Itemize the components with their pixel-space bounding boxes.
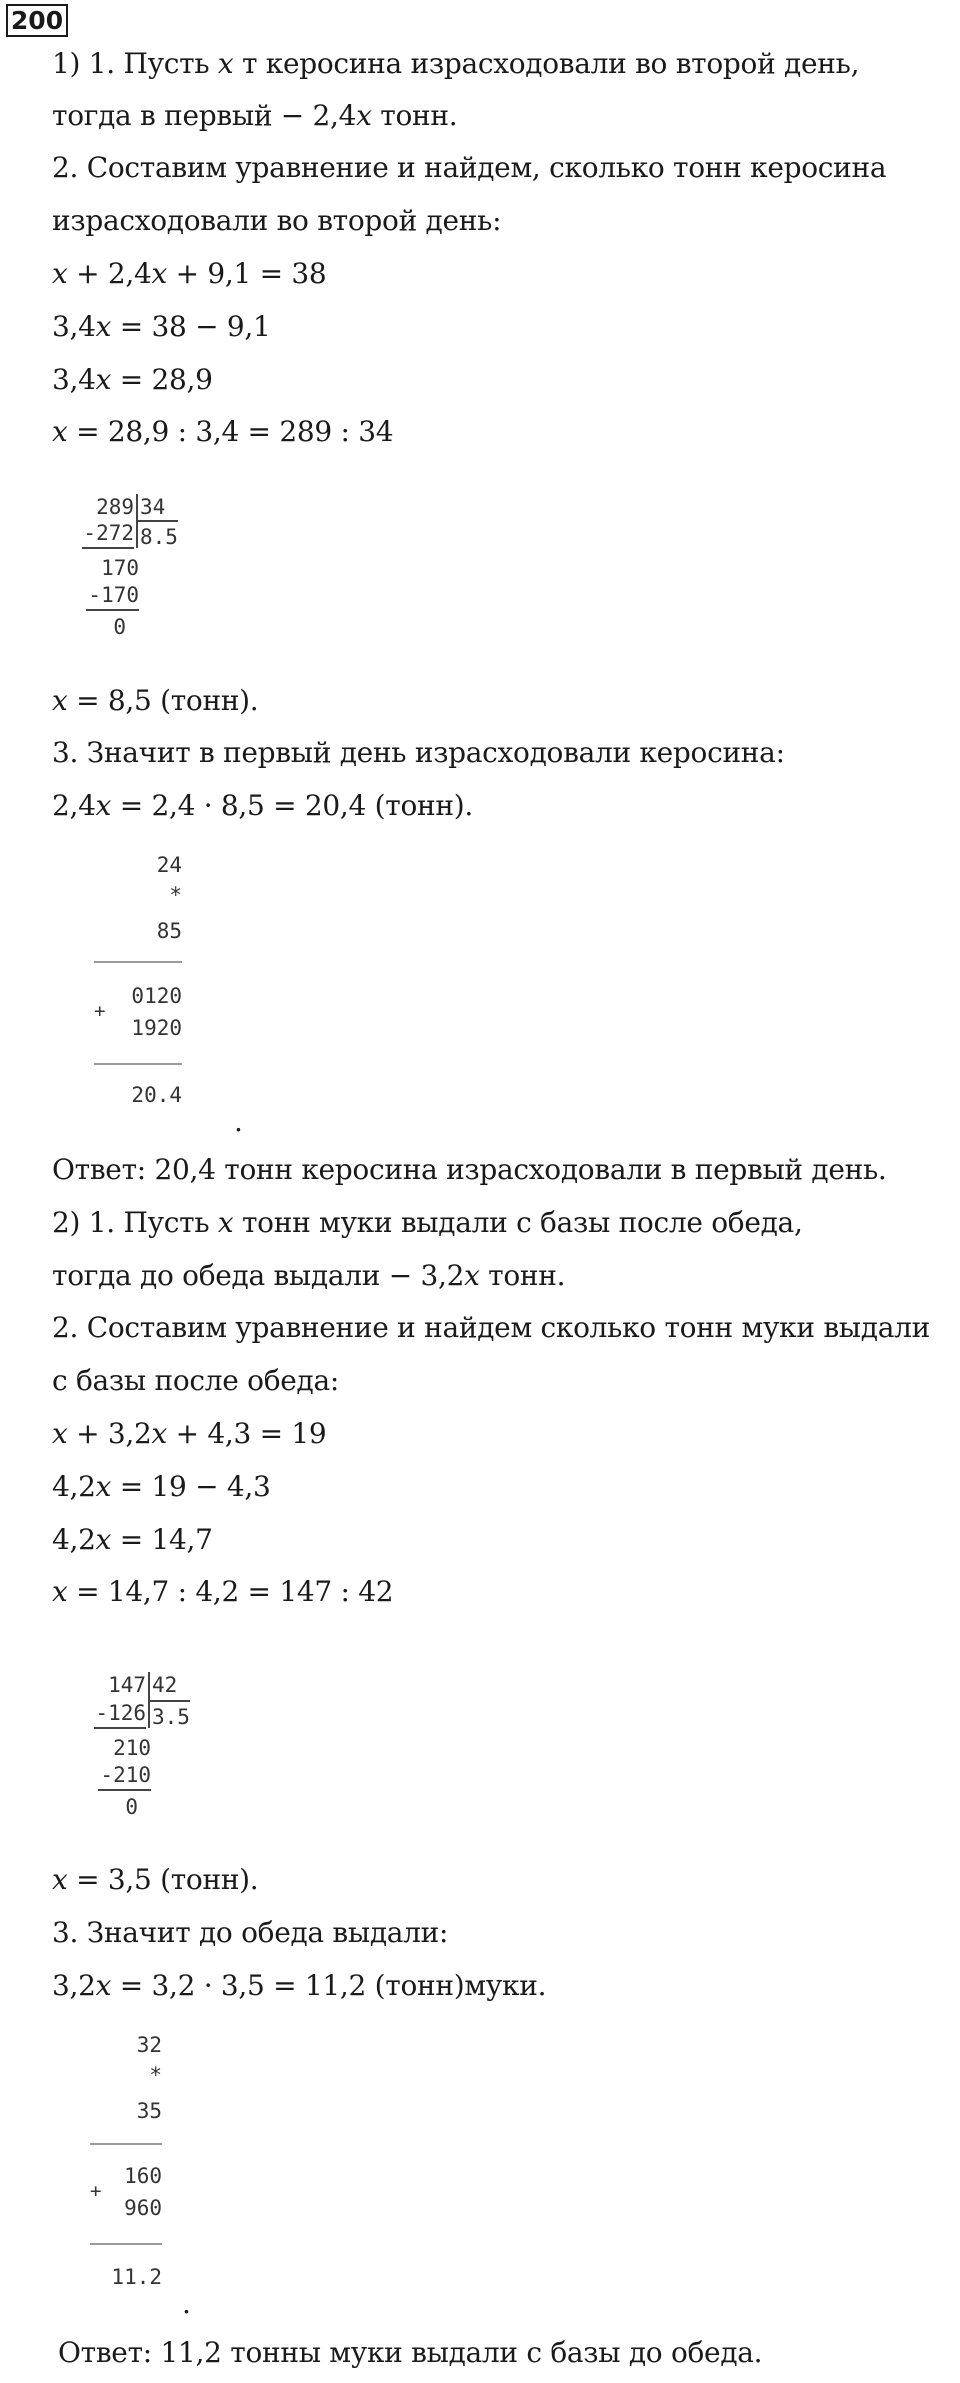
part2-equation-1: 𝑥 + 3,2𝑥 + 4,3 = 19 xyxy=(52,1417,327,1450)
mul1-partial-2: 1920 xyxy=(131,1016,182,1040)
part1-equation-1: 𝑥 + 2,4𝑥 + 9,1 = 38 xyxy=(52,257,327,290)
mul2-separator-1 xyxy=(90,2143,162,2145)
part1-line-3: 2. Составим уравнение и найдем, сколько тонн керосина xyxy=(52,151,887,184)
div1-quotient: 8.5 xyxy=(140,525,178,549)
part1-line-4: израсходовали во второй день: xyxy=(52,204,502,237)
part2-line-4: с базы после обеда: xyxy=(52,1364,340,1397)
mul2-plus-sign: + xyxy=(90,2180,102,2202)
mul1-separator-2 xyxy=(94,1063,182,1065)
mul1-factor-a: 24 xyxy=(156,853,182,877)
part2-line-3: 2. Составим уравнение и найдем сколько тонн муки выдали xyxy=(52,1311,930,1344)
mul2-partial-1: 160 xyxy=(124,2164,162,2188)
mul2-result: 11.2 xyxy=(111,2265,162,2289)
div2-subtract-1: -126 xyxy=(94,1700,146,1729)
part2-line-calc: 3,2𝑥 = 3,2 · 3,5 = 11,2 (тонн)муки. xyxy=(52,1969,547,2002)
part2-line-2: тогда до обеда выдали − 3,2𝑥 тонн. xyxy=(52,1259,566,1292)
part1-equation-3: 3,4𝑥 = 28,9 xyxy=(52,363,213,396)
part1-equation-4: 𝑥 = 28,9 : 3,4 = 289 : 34 xyxy=(52,415,394,448)
div1-divisor: 34 xyxy=(140,495,166,519)
div2-subtract-2: -210 xyxy=(98,1762,151,1791)
part2-equation-3: 4,2𝑥 = 14,7 xyxy=(52,1523,213,1556)
div1-subtract-1: -272 xyxy=(82,520,134,549)
mul1-factor-b: 85 xyxy=(156,919,182,943)
div1-horizontal-rule xyxy=(136,520,178,522)
mul1-plus-sign: + xyxy=(94,1000,106,1022)
part2-equation-4: 𝑥 = 14,7 : 4,2 = 147 : 42 xyxy=(52,1575,394,1608)
div2-horizontal-rule xyxy=(148,1700,190,1702)
mul2-factor-a: 32 xyxy=(136,2033,162,2057)
part2-answer: Ответ: 11,2 тонны муки выдали с базы до обеда. xyxy=(58,2336,763,2369)
div2-quotient: 3.5 xyxy=(152,1705,190,1729)
part2-line-step3: 3. Значит до обеда выдали: xyxy=(52,1916,449,1949)
part2-equation-2: 4,2𝑥 = 19 − 4,3 xyxy=(52,1470,271,1503)
mul1-partial-1: 0120 xyxy=(131,984,182,1008)
div1-subtract-2: -170 xyxy=(86,582,139,611)
div2-dividend: 147 xyxy=(108,1673,146,1697)
mul2-separator-2 xyxy=(90,2243,162,2245)
part1-equation-2: 3,4𝑥 = 38 − 9,1 xyxy=(52,310,271,343)
div2-divisor: 42 xyxy=(152,1673,178,1697)
part1-answer: Ответ: 20,4 тонн керосина израсходовали в первый день. xyxy=(52,1153,887,1186)
div2-remainder-1: 210 xyxy=(113,1736,151,1760)
mul1-separator-1 xyxy=(94,961,182,963)
div1-remainder-2: 0 xyxy=(113,615,126,639)
div1-remainder-1: 170 xyxy=(101,556,139,580)
part1-line-calc: 2,4𝑥 = 2,4 · 8,5 = 20,4 (тонн). xyxy=(52,789,473,822)
mul2-operator: * xyxy=(149,2063,162,2087)
part1-line-step3: 3. Значит в первый день израсходовали керосина: xyxy=(52,736,785,769)
mul1-operator: * xyxy=(169,883,182,907)
mul2-trailing-dot: . xyxy=(182,2287,191,2320)
part1-line-2: тогда в первый − 2,4𝑥 тонн. xyxy=(52,99,458,132)
mul1-trailing-dot: . xyxy=(234,1105,243,1138)
mul1-result: 20.4 xyxy=(131,1083,182,1107)
part1-line-result: 𝑥 = 8,5 (тонн). xyxy=(52,684,259,717)
div1-dividend: 289 xyxy=(96,495,134,519)
part1-line-1: 1) 1. Пусть 𝑥 т керосина израсходовали во второй день, xyxy=(52,47,860,80)
mul2-partial-2: 960 xyxy=(124,2196,162,2220)
div2-remainder-2: 0 xyxy=(125,1795,138,1819)
mul2-factor-b: 35 xyxy=(136,2099,162,2123)
part2-line-1: 2) 1. Пусть 𝑥 тонн муки выдали с базы после обеда, xyxy=(52,1206,803,1239)
part2-line-result: 𝑥 = 3,5 (тонн). xyxy=(52,1863,259,1896)
problem-number-badge: 200 xyxy=(6,4,68,37)
